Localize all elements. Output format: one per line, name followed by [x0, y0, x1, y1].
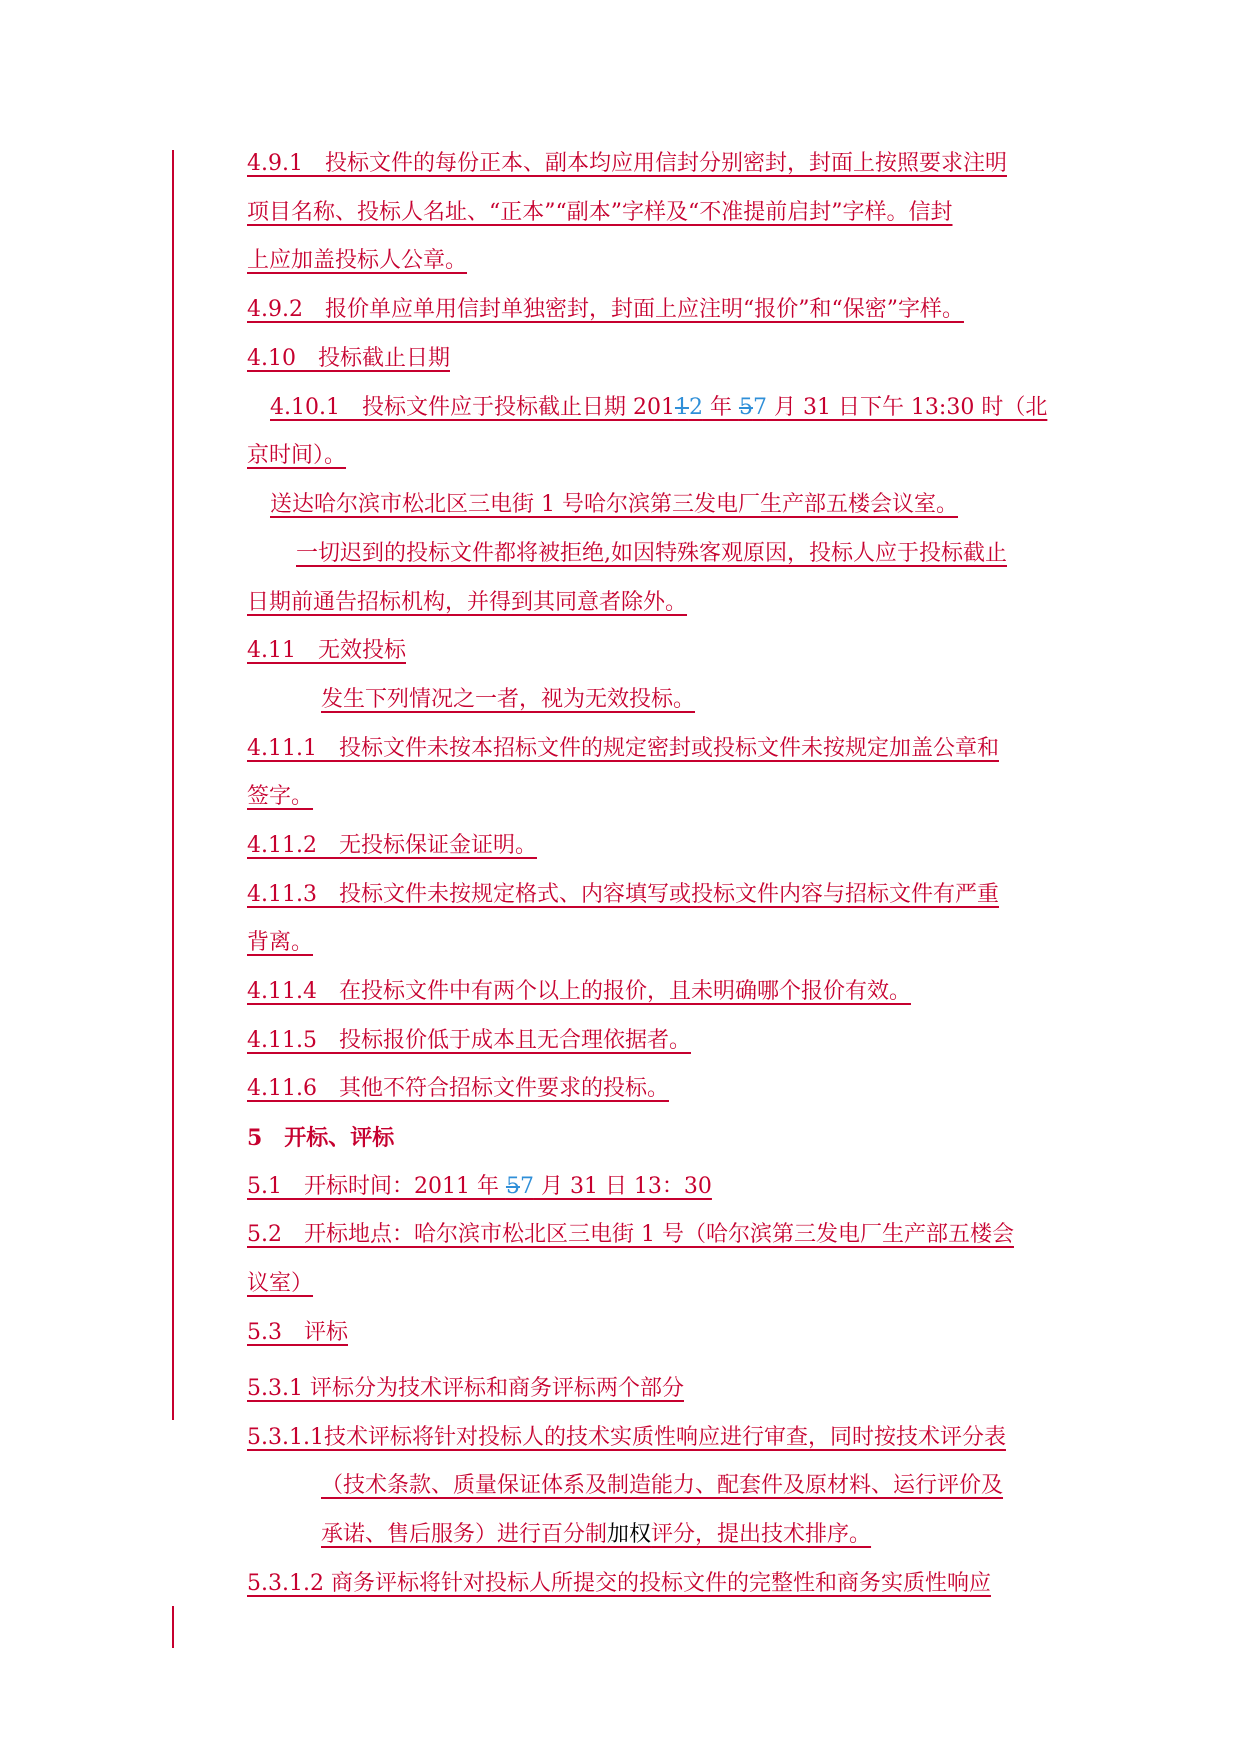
- section-5-heading: 5 开标、评标: [247, 1125, 395, 1151]
- deleted-digit: 1: [674, 395, 689, 420]
- clause-4-10-1-cont: 京时间）。: [247, 443, 347, 468]
- clause-4-10-1: [270, 393, 1047, 423]
- clause-4-11-1-cont: 签字。: [247, 784, 314, 809]
- clause-4-11-2: 4.11.2 无投标保证金证明。: [247, 833, 537, 858]
- clause-5-2-cont: 议室）: [247, 1271, 314, 1296]
- inserted-digit: 2: [688, 395, 703, 420]
- revision-bar-bottom: [172, 1606, 174, 1648]
- clause-5-1: [247, 1172, 712, 1202]
- clause-4-9-2: 4.9.2 报价单应单用信封单独密封，封面上应注明“报价”和“保密”字样。: [247, 297, 964, 322]
- late-submission-note-cont: 日期前通告招标机构，并得到其同意者除外。: [247, 590, 688, 615]
- year-suffix: 年: [702, 395, 739, 420]
- revision-bar-top: [172, 150, 174, 1420]
- clause-5-3-1-2: 5.3.1.2 商务评标将针对投标人所提交的投标文件的完整性和商务实质性响应: [247, 1571, 991, 1596]
- inserted-weighted: 加权: [607, 1522, 652, 1547]
- heading-4-11: 4.11 无效投标: [247, 638, 406, 663]
- invalid-bid-intro: 发生下列情况之一者，视为无效投标。: [321, 687, 696, 712]
- clause-4-10-1-text: 4.10.1 投标文件应于投标截止日期 201: [270, 395, 675, 420]
- clause-4-11-5: 4.11.5 投标报价低于成本且无合理依据者。: [247, 1028, 691, 1053]
- clause-5-3: 5.3 评标: [247, 1320, 348, 1345]
- clause-5-3-1-1-end-text: 承诺、售后服务）进行百分制: [321, 1522, 608, 1547]
- clause-5-3-1-1-cont: （技术条款、质量保证体系及制造能力、配套件及原材料、运行评价及: [321, 1473, 1004, 1498]
- clause-5-1-text: 5.1 开标时间：2011 年: [247, 1174, 506, 1199]
- clause-4-10-1-rest: 月 31 日下午 13:30 时（北: [766, 395, 1048, 420]
- clause-5-2: 5.2 开标地点：哈尔滨市松北区三电街 1 号（哈尔滨第三发电厂生产部五楼会: [247, 1222, 1014, 1247]
- clause-5-3-1-1: 5.3.1.1技术评标将针对投标人的技术实质性响应进行审查，同时按技术评分表: [247, 1425, 1006, 1450]
- clause-4-11-1: 4.11.1 投标文件未按本招标文件的规定密封或投标文件未按规定加盖公章和: [247, 736, 999, 761]
- clause-5-3-1: 5.3.1 评标分为技术评标和商务评标两个部分: [247, 1376, 684, 1401]
- delivery-address: 送达哈尔滨市松北区三电街 1 号哈尔滨第三发电厂生产部五楼会议室。: [270, 492, 958, 517]
- clause-4-9-1: 4.9.1 投标文件的每份正本、副本均应用信封分别密封，封面上按照要求注明: [247, 151, 1007, 176]
- deleted-month-5-1: 5: [505, 1174, 520, 1199]
- clause-5-3-1-1-end: [321, 1520, 871, 1550]
- clause-4-11-6: 4.11.6 其他不符合招标文件要求的投标。: [247, 1076, 669, 1101]
- clause-5-1-rest: 月 31 日 13：30: [533, 1174, 712, 1199]
- clause-4-9-1-end: 上应加盖投标人公章。: [247, 248, 468, 273]
- clause-5-3-1-1-end-rest: 评分，提出技术排序。: [651, 1522, 872, 1547]
- inserted-month-5-1: 7: [519, 1174, 534, 1199]
- heading-4-10: 4.10 投标截止日期: [247, 346, 450, 371]
- deleted-month: 5: [738, 395, 753, 420]
- clause-4-11-4: 4.11.4 在投标文件中有两个以上的报价，且未明确哪个报价有效。: [247, 979, 911, 1004]
- inserted-month: 7: [752, 395, 767, 420]
- clause-4-9-1-cont: 项目名称、投标人名址、“正本”“副本”字样及“不准提前启封”字样。信封: [247, 200, 953, 225]
- late-submission-note: 一切迟到的投标文件都将被拒绝,如因特殊客观原因，投标人应于投标截止: [296, 541, 1007, 566]
- clause-4-11-3: 4.11.3 投标文件未按规定格式、内容填写或投标文件内容与招标文件有严重: [247, 882, 999, 907]
- clause-4-11-3-cont: 背离。: [247, 930, 314, 955]
